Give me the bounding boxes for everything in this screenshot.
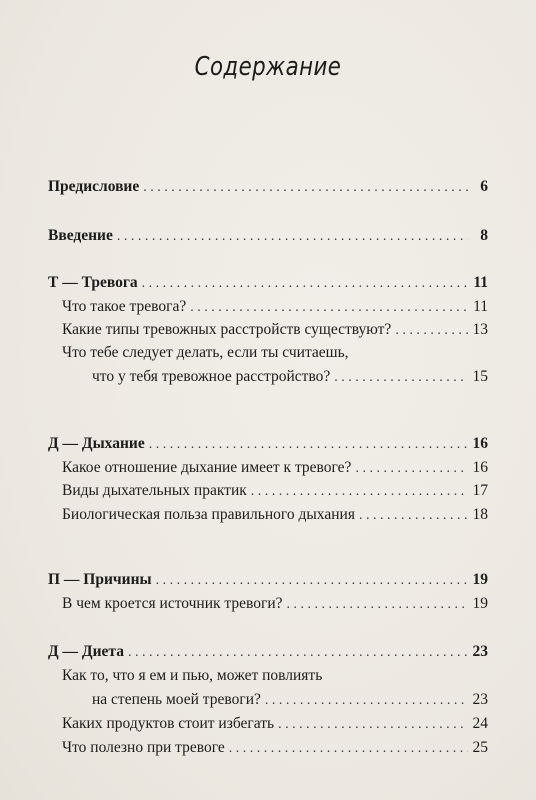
leader-dots <box>278 714 468 736</box>
toc-entry <box>62 737 488 759</box>
toc-page-number: 23 <box>472 691 488 708</box>
toc-entry <box>62 480 488 502</box>
toc-label: что у тебя тревожное расстройство? <box>92 368 331 385</box>
toc-label: Каких продуктов стоит избегать <box>62 715 275 732</box>
leader-dots <box>190 297 468 319</box>
toc-entry <box>62 593 488 615</box>
leader-dots <box>128 642 468 664</box>
leader-dots <box>143 177 468 199</box>
toc-label: П — Причины <box>48 571 152 588</box>
toc-section-anxiety <box>48 272 488 294</box>
leader-dots <box>287 594 469 616</box>
toc-page-number: 13 <box>472 321 488 338</box>
toc-page-number: 24 <box>472 715 488 732</box>
toc-section-diet <box>48 641 488 663</box>
toc-entry-line2 <box>92 689 488 711</box>
toc-label: Т — Тревога <box>48 274 138 291</box>
toc-page-number: 6 <box>480 178 488 195</box>
leader-dots <box>251 481 468 503</box>
toc-page-number: 17 <box>472 482 488 499</box>
toc-label: Предисловие <box>48 178 140 195</box>
toc-entry-line1 <box>62 665 488 687</box>
toc-label: Какие типы тревожных расстройств существуют? <box>62 321 392 338</box>
toc-label: Введение <box>48 227 113 244</box>
toc-entry <box>62 457 488 479</box>
toc-page-number: 15 <box>472 368 488 385</box>
toc-label: Биологическая польза правильного дыхания <box>62 506 355 523</box>
toc-entry <box>62 713 488 735</box>
page-title: Содержание <box>194 52 342 82</box>
toc-entry <box>62 296 488 318</box>
leader-dots <box>395 320 468 342</box>
toc-section-causes <box>48 569 488 591</box>
toc-label: Виды дыхательных практик <box>62 482 247 499</box>
leader-dots <box>229 738 468 760</box>
leader-dots <box>265 690 468 712</box>
toc-entry <box>62 319 488 341</box>
toc-page-number: 8 <box>480 227 488 244</box>
leader-dots <box>334 367 468 389</box>
toc-label: Д — Дыхание <box>48 435 145 452</box>
leader-dots <box>149 434 468 456</box>
leader-dots <box>117 226 468 248</box>
toc-label: Что тебе следует делать, если ты считаешь, <box>62 344 349 361</box>
toc-page-number: 11 <box>473 274 488 291</box>
toc-label: Что полезно при тревоге <box>62 739 225 756</box>
leader-dots <box>156 570 468 592</box>
leader-dots <box>355 458 468 480</box>
toc-entry-line2 <box>92 366 488 388</box>
toc-section-preface <box>48 176 488 198</box>
toc-entry-line1 <box>62 342 488 364</box>
toc-label: Д — Диета <box>48 643 124 660</box>
toc-page-number: 23 <box>472 643 488 660</box>
toc-section-introduction <box>48 225 488 247</box>
toc-page-number: 18 <box>472 506 488 523</box>
toc-entry <box>62 504 488 526</box>
toc-page-number: 16 <box>472 459 488 476</box>
toc-label: В чем кроется источник тревоги? <box>62 595 283 612</box>
toc-page-number: 11 <box>473 298 488 315</box>
toc-label: Что такое тревога? <box>62 298 187 315</box>
toc-section-breathing <box>48 433 488 455</box>
toc-page-number: 19 <box>472 571 488 588</box>
toc-label: Какое отношение дыхание имеет к тревоге? <box>62 459 352 476</box>
toc-label: на степень моей тревоги? <box>92 691 261 708</box>
toc-page-number: 16 <box>472 435 488 452</box>
toc-page-number: 19 <box>472 595 488 612</box>
toc-label: Как то, что я ем и пью, может повлиять <box>62 667 323 684</box>
leader-dots <box>142 273 468 295</box>
toc-page-number: 25 <box>472 739 488 756</box>
leader-dots <box>359 505 468 527</box>
